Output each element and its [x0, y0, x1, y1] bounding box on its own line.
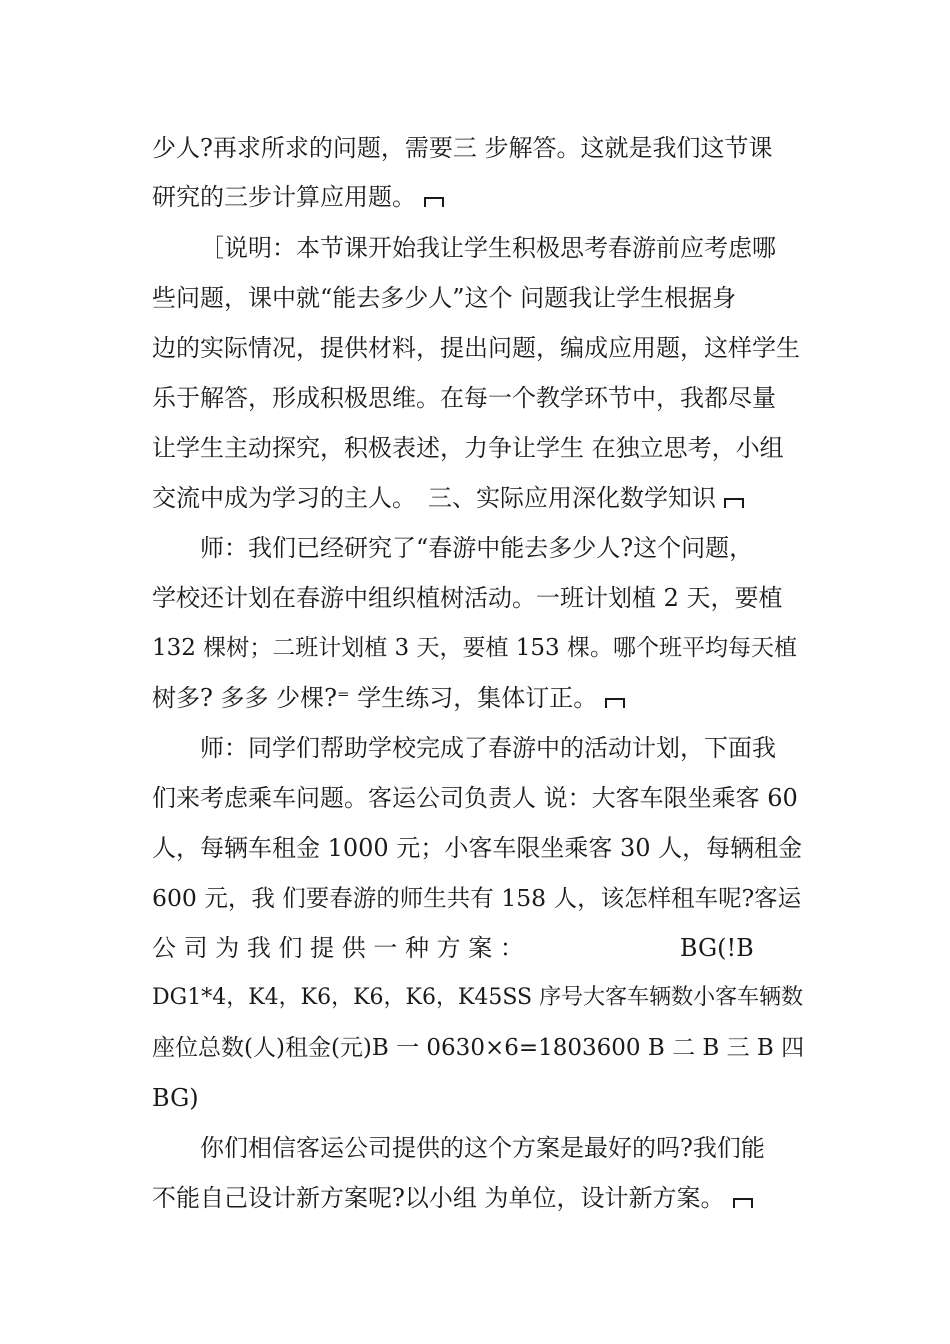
line-text: DG1*4，K4，K6，K6，K6，K45SS 序号大客车辆数小客车辆数 — [152, 985, 804, 1010]
paragraph-mark-icon — [733, 1198, 753, 1208]
text-line — [152, 181, 806, 213]
line-text: BG) — [152, 1084, 199, 1112]
line-text: 边的实际情况，提供材料，提出问题，编成应用题，这样学生 — [152, 334, 800, 362]
text-line — [200, 532, 806, 564]
line-text: 师：同学们帮助学校完成了春游中的活动计划，下面我 — [200, 734, 776, 762]
text-line — [152, 282, 806, 314]
line-text: 少人?再求所求的问题，需要三 步解答。这就是我们这节课 — [152, 134, 773, 162]
text-line — [152, 132, 806, 164]
line-text: 人，每辆车租金 1000 元；小客车限坐乘客 30 人，每辆租金 — [152, 834, 803, 862]
text-line — [152, 882, 806, 914]
line-text: 师：我们已经研究了“春游中能去多少人?这个问题， — [200, 534, 754, 562]
line-text: 600 元，我 们要春游的师生共有 158 人，该怎样租车呢?客运 — [152, 884, 802, 912]
line-text: 学校还计划在春游中组织植树活动。一班计划植 2 天，要植 — [152, 584, 783, 612]
line-text: 乐于解答，形成积极思维。在每一个教学环节中，我都尽量 — [152, 384, 776, 412]
paragraph-mark-icon — [724, 498, 744, 508]
text-line — [152, 932, 806, 964]
line-text: 交流中成为学习的主人。 三、实际应用深化数学知识 — [152, 484, 716, 512]
line-text: 不能自己设计新方案呢?以小组 为单位，设计新方案。 — [152, 1184, 725, 1212]
line-text: 座位总数(人)租金(元)B 一 0630×6=1803600 B 二 B 三 B 四 — [152, 1035, 805, 1061]
text-line — [152, 482, 806, 514]
paragraph-mark-icon — [605, 698, 625, 708]
text-line — [152, 1082, 806, 1114]
text-line — [152, 982, 806, 1014]
line-text: 些问题，课中就“能去多少人”这个 问题我让学生根据身 — [152, 284, 737, 312]
line-text: 树多? 多多 少棵?⁼ 学生练习，集体订正。 — [152, 684, 598, 712]
text-line — [152, 832, 806, 864]
text-line — [200, 732, 806, 764]
text-line — [152, 332, 806, 364]
line-text: 研究的三步计算应用题。 — [152, 183, 416, 211]
line-text: 你们相信客运公司提供的这个方案是最好的吗?我们能 — [200, 1134, 765, 1162]
text-line — [152, 1032, 806, 1064]
line-text: ［说明：本节课开始我让学生积极思考春游前应考虑哪 — [200, 234, 776, 262]
text-line — [152, 582, 806, 614]
text-line — [152, 382, 806, 414]
line-text: 让学生主动探究，积极表述，力争让学生 在独立思考，小组 — [152, 434, 784, 462]
text-line — [152, 782, 806, 814]
line-text: 公 司 为 我 们 提 供 一 种 方 案 ： BG(!B — [152, 934, 754, 962]
text-line — [152, 632, 806, 664]
text-line — [200, 232, 806, 264]
paragraph-mark-icon — [424, 197, 444, 207]
text-line — [152, 1182, 806, 1214]
text-line — [152, 432, 806, 464]
text-line — [152, 682, 806, 714]
text-line — [200, 1132, 806, 1164]
line-text: 们来考虑乘车问题。客运公司负责人 说：大客车限坐乘客 60 — [152, 784, 798, 812]
line-text: 132 棵树；二班计划植 3 天，要植 153 棵。哪个班平均每天植 — [152, 635, 797, 661]
